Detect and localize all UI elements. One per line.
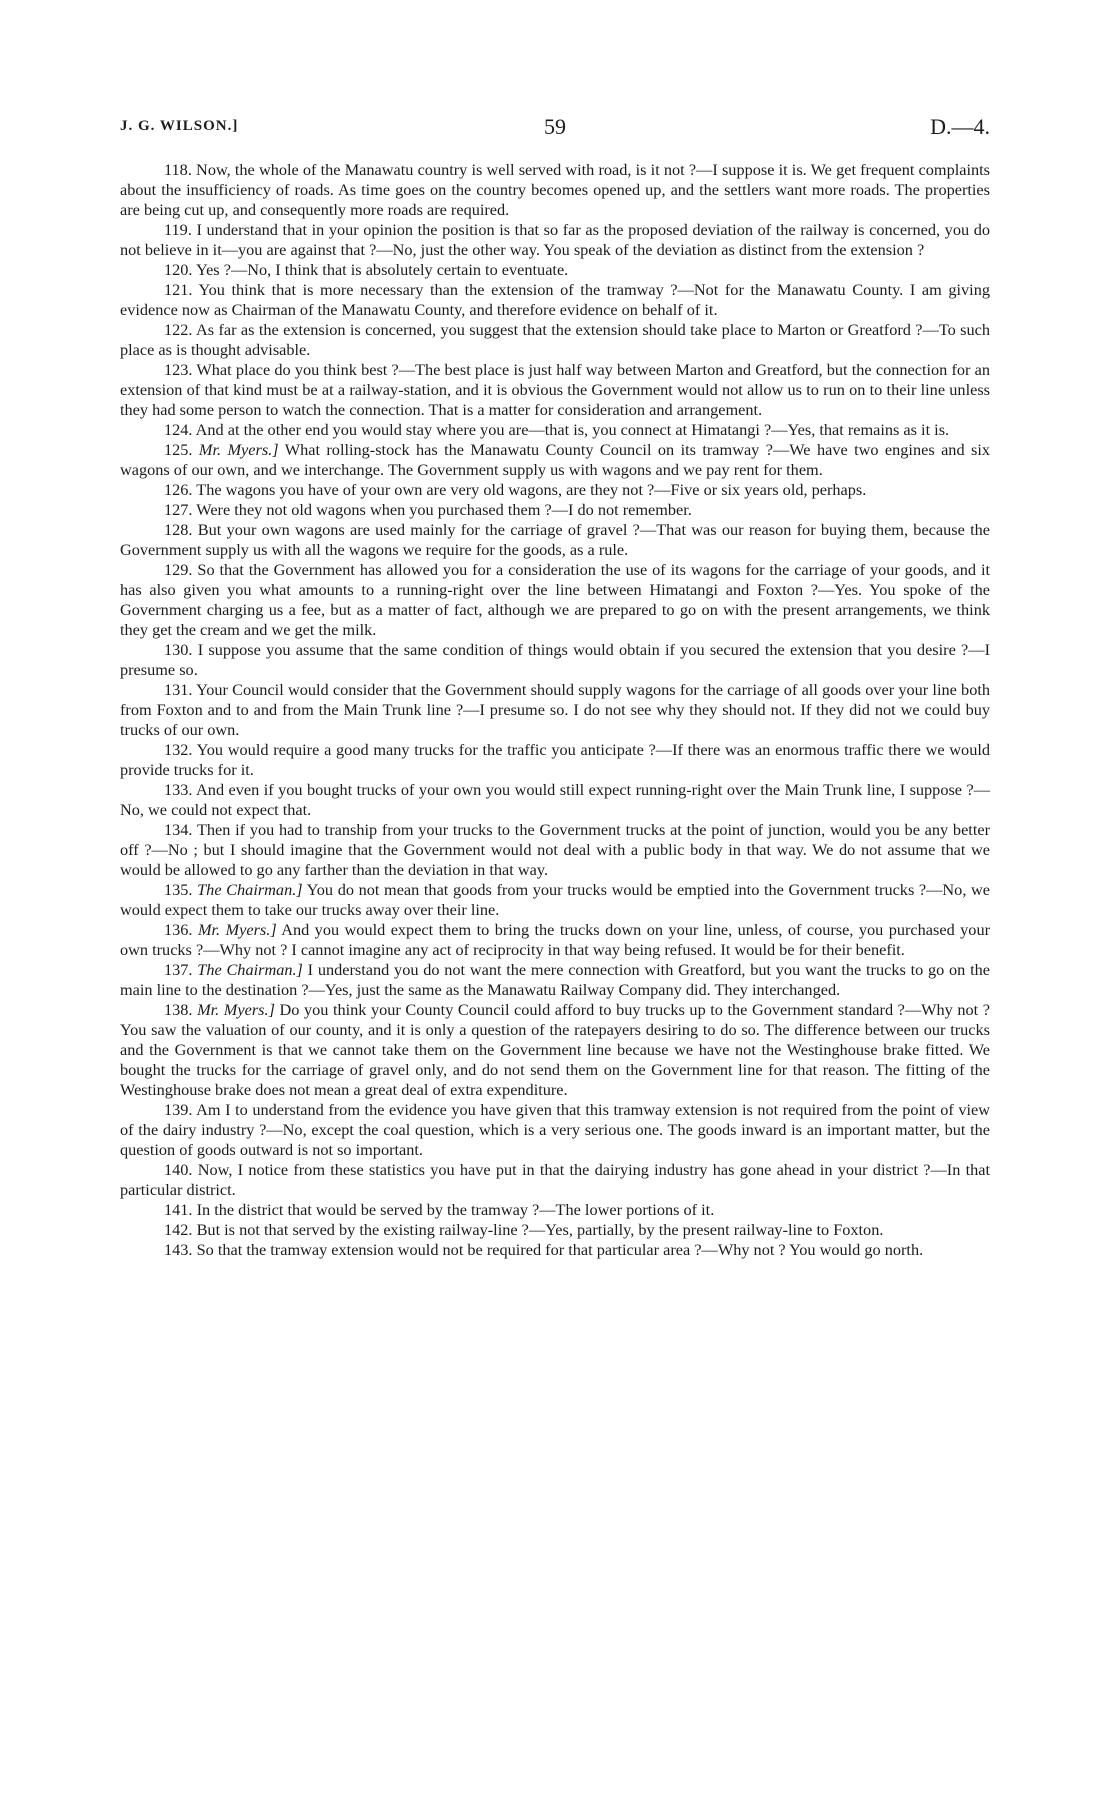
speaker-name: The Chairman.]	[197, 880, 303, 899]
question-paragraph	[120, 640, 990, 680]
paragraph-text: 140. Now, I notice from these statistics you have put in that the dairying industry has gone ahead in your district ?—In that particular district.	[120, 1160, 990, 1199]
question-paragraph	[120, 420, 990, 440]
document-code: D.—4.	[930, 114, 990, 139]
question-paragraph	[120, 320, 990, 360]
speaker-name: The Chairman.]	[197, 960, 303, 979]
question-paragraph	[120, 500, 990, 520]
paragraph-text: You do not mean that goods from your trucks would be emptied into the Government trucks ?—No, we would expect them to take our trucks away over their line.	[120, 880, 990, 919]
paragraph-text: 124. And at the other end you would stay where you are—that is, you connect at Himatangi ?—Yes, that remains as it is.	[164, 420, 950, 439]
paragraph-text: 130. I suppose you assume that the same condition of things would obtain if you secured the extension that you desire ?—I presume so.	[120, 640, 990, 679]
question-paragraph	[120, 260, 990, 280]
paragraph-text: 118. Now, the whole of the Manawatu country is well served with road, is it not ?—I suppose it is. We get frequent complaints about the insufficiency of roads. As time goes on the country becomes opened up, and the settlers want more roads. The properties are being cut up, and consequently more roads are required.	[120, 160, 990, 219]
paragraph-text: 119. I understand that in your opinion the position is that so far as the proposed deviation of the railway is concerned, you do not believe in it—you are against that ?—No, just the other way. You speak of the deviation as distinct from the extension ?	[120, 220, 990, 259]
question-paragraph	[120, 480, 990, 500]
paragraph-text: 123. What place do you think best ?—The best place is just half way between Marton and Greatford, but the connection for an extension of that kind must be at a railway-station, and it is obvious the Government would not allow us to run on to their line unless they had some person to watch the connection. That is a matter for consideration and arrangement.	[120, 360, 990, 419]
question-paragraph	[120, 1160, 990, 1200]
paragraph-text: 126. The wagons you have of your own are very old wagons, are they not ?—Five or six years old, perhaps.	[164, 480, 867, 499]
question-number: 138.	[164, 1000, 193, 1019]
question-paragraph	[120, 360, 990, 420]
question-number: 137.	[164, 960, 193, 979]
question-paragraph	[120, 680, 990, 740]
question-paragraph	[120, 1220, 990, 1240]
paragraph-text: I understand you do not want the mere connection with Greatford, but you want the trucks to go on the main line to the destination ?—Yes, just the same as the Manawatu Railway Company did. They interchanged.	[120, 960, 990, 999]
speaker-name: Mr. Myers.]	[198, 440, 279, 459]
speaker-name: Mr. Myers.]	[197, 1000, 275, 1019]
paragraph-text: 133. And even if you bought trucks of your own you would still expect running-right over the Main Trunk line, I suppose ?—No, we could not expect that.	[120, 780, 990, 819]
paragraph-text: 141. In the district that would be served by the tramway ?—The lower portions of it.	[164, 1200, 715, 1219]
question-paragraph	[120, 880, 990, 920]
question-number: 125.	[164, 440, 193, 459]
paragraph-text: 122. As far as the extension is concerned, you suggest that the extension should take place to Marton or Greatford ?—To such place as is thought advisable.	[120, 320, 990, 359]
question-paragraph	[120, 280, 990, 320]
paragraph-text: 132. You would require a good many trucks for the traffic you anticipate ?—If there was an enormous traffic there we would provide trucks for it.	[120, 740, 990, 779]
question-number: 135.	[164, 880, 193, 899]
witness-name: J. G. WILSON.]	[120, 118, 239, 134]
evidence-text	[120, 160, 990, 1260]
question-number: 136.	[164, 920, 193, 939]
question-paragraph	[120, 160, 990, 220]
paragraph-text: Do you think your County Council could afford to buy trucks up to the Government standard ?—Why not ? You saw the valuation of our county, and it is only a question of the ratepayers desiring to do so. The difference between our trucks and the Government is that we cannot take them on the Government line because we have not the Westinghouse brake fitted. We bought the trucks for the carriage of gravel only, and do not send them on the Government line for that reason. The fitting of the Westinghouse brake does not mean a great deal of extra expenditure.	[120, 1000, 990, 1099]
question-paragraph	[120, 1200, 990, 1220]
question-paragraph	[120, 960, 990, 1000]
question-paragraph	[120, 1240, 990, 1260]
paragraph-text: 128. But your own wagons are used mainly for the carriage of gravel ?—That was our reason for buying them, because the Government supply us with all the wagons we require for the goods, as a rule.	[120, 520, 990, 559]
paragraph-text: 134. Then if you had to tranship from your trucks to the Government trucks at the point of junction, would you be any better off ?—No ; but I should imagine that the Government would not deal with a public body in that way. We do not assume that we would be allowed to go any farther than the deviation in that way.	[120, 820, 990, 879]
paragraph-text: 127. Were they not old wagons when you purchased them ?—I do not remember.	[164, 500, 692, 519]
question-paragraph	[120, 740, 990, 780]
page-number: 59	[544, 114, 566, 139]
paragraph-text: 142. But is not that served by the existing railway-line ?—Yes, partially, by the present railway-line to Foxton.	[164, 1220, 884, 1239]
question-paragraph	[120, 520, 990, 560]
question-paragraph	[120, 920, 990, 960]
paragraph-text: 120. Yes ?—No, I think that is absolutely certain to eventuate.	[164, 260, 569, 279]
question-paragraph	[120, 820, 990, 880]
paragraph-text: 129. So that the Government has allowed you for a consideration the use of its wagons for the carriage of your goods, and it has also given you what amounts to a running-right over the line between Himatangi and Foxton ?—Yes. You spoke of the Government charging us a fee, but as a matter of fact, although we are prepared to go on with the present arrangements, we think they get the cream and we get the milk.	[120, 560, 990, 639]
question-paragraph	[120, 1000, 990, 1100]
question-paragraph	[120, 220, 990, 260]
paragraph-text: 139. Am I to understand from the evidence you have given that this tramway extension is not required from the point of view of the dairy industry ?—No, except the coal question, which is a very serious one. The goods inward is an important matter, but the question of goods outward is not so important.	[120, 1100, 990, 1159]
question-paragraph	[120, 780, 990, 820]
paragraph-text: 131. Your Council would consider that the Government should supply wagons for the carriage of all goods over your line both from Foxton and to and from the Main Trunk line ?—I presume so. I do not see why they should not. If they did not we could buy trucks of our own.	[120, 680, 990, 739]
page-header	[120, 114, 990, 144]
paragraph-text: 143. So that the tramway extension would not be required for that particular area ?—Why not ? You would go north.	[164, 1240, 924, 1259]
paragraph-text: 121. You think that is more necessary than the extension of the tramway ?—Not for the Manawatu County. I am giving evidence now as Chairman of the Manawatu County, and therefore evidence on behalf of it.	[120, 280, 990, 319]
speaker-name: Mr. Myers.]	[197, 920, 277, 939]
paragraph-text: What rolling-stock has the Manawatu County Council on its tramway ?—We have two engines and six wagons of our own, and we interchange. The Government supply us with wagons and we pay rent for them.	[120, 440, 990, 479]
paragraph-text: And you would expect them to bring the trucks down on your line, unless, of course, you purchased your own trucks ?—Why not ? I cannot imagine any act of reciprocity in that way being refused. It would be for their benefit.	[120, 920, 991, 959]
question-paragraph	[120, 1100, 990, 1160]
question-paragraph	[120, 440, 990, 480]
question-paragraph	[120, 560, 990, 640]
